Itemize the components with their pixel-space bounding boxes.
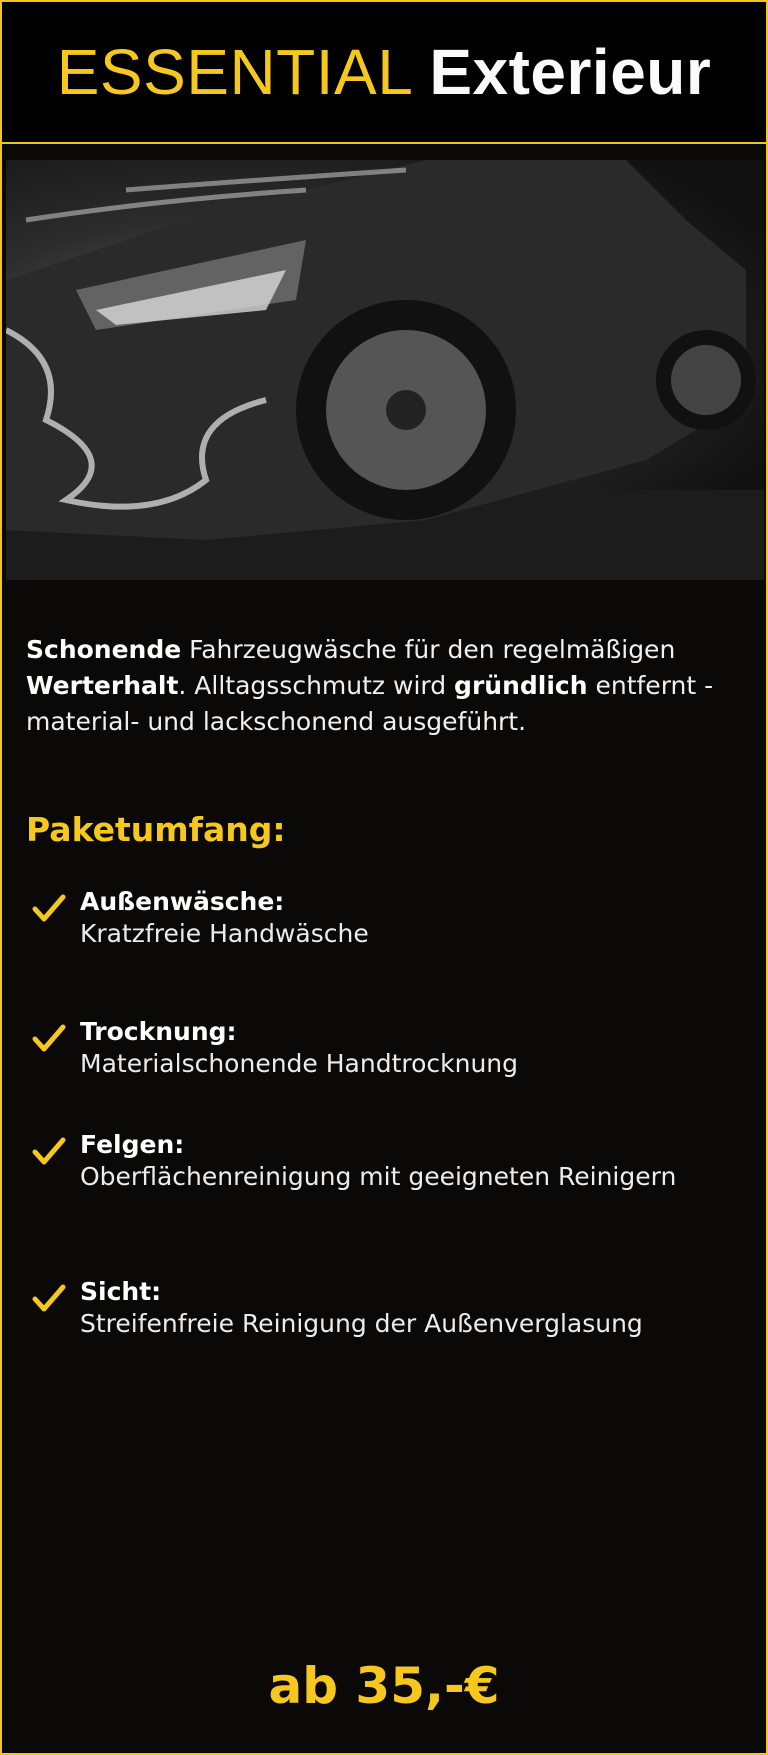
hero-car-image	[6, 160, 764, 580]
check-icon	[32, 1023, 66, 1053]
check-icon	[32, 1283, 66, 1313]
package-item: Trocknung: Materialschonende Handtrocknung	[32, 1017, 730, 1080]
description: Schonende Fahrzeugwäsche für den regelmäßigen Werterhalt. Alltagsschmutz wird gründlich entfernt - material- und lackschonend ausgeführt.	[26, 635, 714, 736]
package-item: Felgen: Oberflächenreinigung mit geeigneten Reinigern	[32, 1130, 730, 1193]
check-icon	[32, 1136, 66, 1166]
car-illustration	[6, 160, 764, 580]
price: ab 35,-€	[268, 1657, 500, 1715]
title-accent: ESSENTIAL	[56, 36, 414, 108]
package-heading: Paketumfang:	[26, 810, 286, 849]
check-icon	[32, 893, 66, 923]
title-main: Exterieur	[429, 36, 712, 108]
package-item: Sicht: Streifenfreie Reinigung der Außenverglasung	[32, 1277, 730, 1340]
package-item: Außenwäsche: Kratzfreie Handwäsche	[32, 887, 730, 950]
card-header	[2, 2, 766, 144]
